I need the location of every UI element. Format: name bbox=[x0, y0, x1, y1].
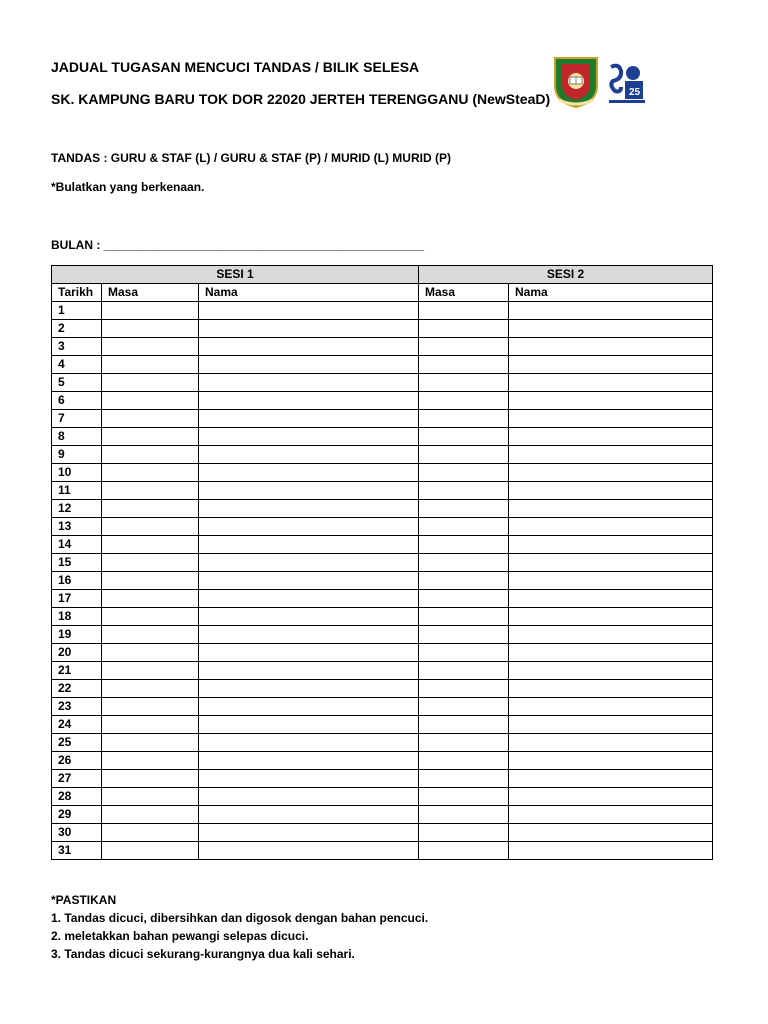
masa-sesi2-cell[interactable] bbox=[419, 842, 509, 860]
nama-sesi1-cell[interactable] bbox=[199, 536, 419, 554]
masa-sesi1-cell[interactable] bbox=[102, 752, 199, 770]
nama-sesi1-cell[interactable] bbox=[199, 734, 419, 752]
nama-sesi1-cell[interactable] bbox=[199, 680, 419, 698]
date-cell: 17 bbox=[52, 590, 102, 608]
table-row bbox=[52, 536, 713, 554]
date-cell: 28 bbox=[52, 788, 102, 806]
masa-sesi1-cell[interactable] bbox=[102, 518, 199, 536]
masa-sesi2-cell[interactable] bbox=[419, 338, 509, 356]
table-row bbox=[52, 788, 713, 806]
date-cell: 31 bbox=[52, 842, 102, 860]
table-row bbox=[52, 662, 713, 680]
table-row bbox=[52, 320, 713, 338]
nama-sesi2-cell[interactable] bbox=[509, 518, 713, 536]
masa-sesi1-cell[interactable] bbox=[102, 644, 199, 662]
masa-sesi1-cell[interactable] bbox=[102, 734, 199, 752]
masa-sesi1-cell[interactable] bbox=[102, 662, 199, 680]
nama-sesi2-cell[interactable] bbox=[509, 464, 713, 482]
table-row bbox=[52, 752, 713, 770]
nama-sesi2-cell[interactable] bbox=[509, 590, 713, 608]
masa-sesi2-cell[interactable] bbox=[419, 374, 509, 392]
masa-sesi2-cell[interactable] bbox=[419, 590, 509, 608]
nama-sesi1-cell[interactable] bbox=[199, 842, 419, 860]
table-row bbox=[52, 446, 713, 464]
logos bbox=[553, 56, 653, 110]
masa-sesi1-cell[interactable] bbox=[102, 680, 199, 698]
masa-sesi1-cell[interactable] bbox=[102, 410, 199, 428]
tandas-category-line: TANDAS : GURU & STAF (L) / GURU & STAF (P) / MURID (L) MURID (P) bbox=[51, 151, 451, 165]
col-tarikh: Tarikh bbox=[52, 284, 102, 302]
masa-sesi1-cell[interactable] bbox=[102, 608, 199, 626]
date-cell: 8 bbox=[52, 428, 102, 446]
table-row bbox=[52, 590, 713, 608]
date-cell: 1 bbox=[52, 302, 102, 320]
nama-sesi1-cell[interactable] bbox=[199, 374, 419, 392]
date-cell: 12 bbox=[52, 500, 102, 518]
masa-sesi1-cell[interactable] bbox=[102, 536, 199, 554]
table-row bbox=[52, 410, 713, 428]
masa-sesi2-cell[interactable] bbox=[419, 824, 509, 842]
masa-sesi1-cell[interactable] bbox=[102, 770, 199, 788]
nama-sesi2-cell[interactable] bbox=[509, 608, 713, 626]
masa-sesi2-cell[interactable] bbox=[419, 536, 509, 554]
date-cell: 13 bbox=[52, 518, 102, 536]
masa-sesi1-cell[interactable] bbox=[102, 842, 199, 860]
note-item-3: 3. Tandas dicuci sekurang-kurangnya dua kali sehari. bbox=[51, 947, 355, 961]
masa-sesi2-cell[interactable] bbox=[419, 626, 509, 644]
nama-sesi1-cell[interactable] bbox=[199, 356, 419, 374]
date-cell: 21 bbox=[52, 662, 102, 680]
date-cell: 23 bbox=[52, 698, 102, 716]
date-cell: 10 bbox=[52, 464, 102, 482]
table-row bbox=[52, 428, 713, 446]
masa-sesi2-cell[interactable] bbox=[419, 680, 509, 698]
masa-sesi2-cell[interactable] bbox=[419, 356, 509, 374]
date-cell: 18 bbox=[52, 608, 102, 626]
masa-sesi1-cell[interactable] bbox=[102, 698, 199, 716]
nama-sesi1-cell[interactable] bbox=[199, 428, 419, 446]
school-crest-logo bbox=[553, 56, 599, 108]
table-row bbox=[52, 518, 713, 536]
sesi-1-label: SESI 1 bbox=[216, 267, 254, 281]
date-cell: 4 bbox=[52, 356, 102, 374]
date-cell: 29 bbox=[52, 806, 102, 824]
masa-sesi2-cell[interactable] bbox=[419, 464, 509, 482]
masa-sesi2-cell[interactable] bbox=[419, 572, 509, 590]
masa-sesi1-cell[interactable] bbox=[102, 824, 199, 842]
school-name: SK. KAMPUNG BARU TOK DOR 22020 JERTEH TERENGGANU (NewSteaD) bbox=[51, 91, 551, 107]
date-cell: 22 bbox=[52, 680, 102, 698]
date-cell: 30 bbox=[52, 824, 102, 842]
table-row bbox=[52, 680, 713, 698]
nama-sesi2-cell[interactable] bbox=[509, 752, 713, 770]
masa-sesi1-cell[interactable] bbox=[102, 716, 199, 734]
masa-sesi1-cell[interactable] bbox=[102, 806, 199, 824]
masa-sesi2-cell[interactable] bbox=[419, 698, 509, 716]
nama-sesi2-cell[interactable] bbox=[509, 698, 713, 716]
nama-sesi1-cell[interactable] bbox=[199, 716, 419, 734]
column-header-row bbox=[52, 284, 713, 302]
masa-sesi1-cell[interactable] bbox=[102, 788, 199, 806]
notes-heading: *PASTIKAN bbox=[51, 893, 117, 907]
nama-sesi1-cell[interactable] bbox=[199, 554, 419, 572]
note-item-2: 2. meletakkan bahan pewangi selepas dicuci. bbox=[51, 929, 309, 943]
nama-sesi1-cell[interactable] bbox=[199, 392, 419, 410]
masa-sesi2-cell[interactable] bbox=[419, 662, 509, 680]
nama-sesi2-cell[interactable] bbox=[509, 680, 713, 698]
masa-sesi1-cell[interactable] bbox=[102, 374, 199, 392]
table-row bbox=[52, 356, 713, 374]
masa-sesi1-cell[interactable] bbox=[102, 626, 199, 644]
nama-sesi1-cell[interactable] bbox=[199, 572, 419, 590]
date-cell: 2 bbox=[52, 320, 102, 338]
masa-sesi2-cell[interactable] bbox=[419, 788, 509, 806]
table-row bbox=[52, 392, 713, 410]
date-cell: 15 bbox=[52, 554, 102, 572]
sesi-2-label: SESI 2 bbox=[546, 267, 585, 281]
nama-sesi2-cell[interactable] bbox=[509, 626, 713, 644]
date-cell: 27 bbox=[52, 770, 102, 788]
date-cell: 24 bbox=[52, 716, 102, 734]
masa-sesi1-cell[interactable] bbox=[102, 320, 199, 338]
nama-sesi2-cell[interactable] bbox=[509, 392, 713, 410]
nama-sesi2-cell[interactable] bbox=[509, 374, 713, 392]
col-nama-sesi2: Nama bbox=[509, 284, 713, 302]
masa-sesi2-cell[interactable] bbox=[419, 500, 509, 518]
masa-sesi1-cell[interactable] bbox=[102, 590, 199, 608]
nama-sesi1-cell[interactable] bbox=[199, 500, 419, 518]
masa-sesi1-cell[interactable] bbox=[102, 302, 199, 320]
masa-sesi2-cell[interactable] bbox=[419, 518, 509, 536]
table-row bbox=[52, 644, 713, 662]
col-nama-sesi1: Nama bbox=[199, 284, 419, 302]
masa-sesi1-cell[interactable] bbox=[102, 392, 199, 410]
table-row bbox=[52, 554, 713, 572]
masa-sesi1-cell[interactable] bbox=[102, 446, 199, 464]
date-cell: 5 bbox=[52, 374, 102, 392]
nama-sesi2-cell[interactable] bbox=[509, 428, 713, 446]
nama-sesi1-cell[interactable] bbox=[199, 770, 419, 788]
nama-sesi1-cell[interactable] bbox=[199, 320, 419, 338]
masa-sesi1-cell[interactable] bbox=[102, 572, 199, 590]
circle-instruction: *Bulatkan yang berkenaan. bbox=[51, 180, 205, 194]
date-cell: 19 bbox=[52, 626, 102, 644]
nama-sesi1-cell[interactable] bbox=[199, 752, 419, 770]
nama-sesi2-cell[interactable] bbox=[509, 410, 713, 428]
masa-sesi2-cell[interactable] bbox=[419, 320, 509, 338]
notes-section bbox=[51, 891, 428, 963]
nama-sesi1-cell[interactable] bbox=[199, 302, 419, 320]
anniversary-logo bbox=[607, 61, 647, 105]
month-field[interactable]: BULAN : ________________________________________________ bbox=[51, 238, 425, 252]
masa-sesi1-cell[interactable] bbox=[102, 428, 199, 446]
date-cell: 25 bbox=[52, 734, 102, 752]
masa-sesi2-cell[interactable] bbox=[419, 770, 509, 788]
nama-sesi2-cell[interactable] bbox=[509, 824, 713, 842]
nama-sesi2-cell[interactable] bbox=[509, 662, 713, 680]
date-cell: 20 bbox=[52, 644, 102, 662]
nama-sesi2-cell[interactable] bbox=[509, 302, 713, 320]
masa-sesi1-cell[interactable] bbox=[102, 338, 199, 356]
masa-sesi2-cell[interactable] bbox=[419, 410, 509, 428]
table-row bbox=[52, 482, 713, 500]
table-row bbox=[52, 824, 713, 842]
date-cell: 16 bbox=[52, 572, 102, 590]
table-row bbox=[52, 734, 713, 752]
nama-sesi1-cell[interactable] bbox=[199, 482, 419, 500]
masa-sesi2-cell[interactable] bbox=[419, 482, 509, 500]
table-row bbox=[52, 626, 713, 644]
table-row bbox=[52, 500, 713, 518]
logo-number: 25 bbox=[629, 87, 641, 98]
col-masa-sesi1: Masa bbox=[102, 284, 199, 302]
nama-sesi2-cell[interactable] bbox=[509, 320, 713, 338]
table-row bbox=[52, 608, 713, 626]
nama-sesi2-cell[interactable] bbox=[509, 446, 713, 464]
masa-sesi2-cell[interactable] bbox=[419, 428, 509, 446]
nama-sesi2-cell[interactable] bbox=[509, 500, 713, 518]
sesi-2-header bbox=[419, 266, 713, 284]
masa-sesi1-cell[interactable] bbox=[102, 356, 199, 374]
date-cell: 7 bbox=[52, 410, 102, 428]
nama-sesi2-cell[interactable] bbox=[509, 770, 713, 788]
nama-sesi2-cell[interactable] bbox=[509, 806, 713, 824]
nama-sesi2-cell[interactable] bbox=[509, 482, 713, 500]
masa-sesi2-cell[interactable] bbox=[419, 734, 509, 752]
nama-sesi2-cell[interactable] bbox=[509, 554, 713, 572]
nama-sesi1-cell[interactable] bbox=[199, 590, 419, 608]
nama-sesi2-cell[interactable] bbox=[509, 644, 713, 662]
nama-sesi2-cell[interactable] bbox=[509, 536, 713, 554]
nama-sesi2-cell[interactable] bbox=[509, 788, 713, 806]
masa-sesi2-cell[interactable] bbox=[419, 446, 509, 464]
masa-sesi2-cell[interactable] bbox=[419, 644, 509, 662]
nama-sesi1-cell[interactable] bbox=[199, 698, 419, 716]
masa-sesi1-cell[interactable] bbox=[102, 554, 199, 572]
nama-sesi2-cell[interactable] bbox=[509, 734, 713, 752]
sesi-1-header bbox=[52, 266, 419, 284]
col-masa-sesi2: Masa bbox=[419, 284, 509, 302]
date-cell: 3 bbox=[52, 338, 102, 356]
nama-sesi1-cell[interactable] bbox=[199, 644, 419, 662]
masa-sesi2-cell[interactable] bbox=[419, 554, 509, 572]
nama-sesi2-cell[interactable] bbox=[509, 356, 713, 374]
schedule-table bbox=[51, 265, 713, 860]
date-cell: 9 bbox=[52, 446, 102, 464]
table-row bbox=[52, 572, 713, 590]
date-cell: 11 bbox=[52, 482, 102, 500]
masa-sesi2-cell[interactable] bbox=[419, 806, 509, 824]
table-row bbox=[52, 806, 713, 824]
nama-sesi1-cell[interactable] bbox=[199, 446, 419, 464]
document-title: JADUAL TUGASAN MENCUCI TANDAS / BILIK SELESA bbox=[51, 59, 420, 75]
table-row bbox=[52, 374, 713, 392]
nama-sesi2-cell[interactable] bbox=[509, 716, 713, 734]
session-header-row bbox=[52, 266, 713, 284]
nama-sesi1-cell[interactable] bbox=[199, 806, 419, 824]
masa-sesi2-cell[interactable] bbox=[419, 716, 509, 734]
nama-sesi2-cell[interactable] bbox=[509, 338, 713, 356]
nama-sesi1-cell[interactable] bbox=[199, 788, 419, 806]
masa-sesi2-cell[interactable] bbox=[419, 608, 509, 626]
table-row bbox=[52, 842, 713, 860]
date-cell: 6 bbox=[52, 392, 102, 410]
table-row bbox=[52, 698, 713, 716]
table-row bbox=[52, 770, 713, 788]
nama-sesi1-cell[interactable] bbox=[199, 662, 419, 680]
masa-sesi1-cell[interactable] bbox=[102, 500, 199, 518]
nama-sesi1-cell[interactable] bbox=[199, 518, 419, 536]
masa-sesi1-cell[interactable] bbox=[102, 482, 199, 500]
table-row bbox=[52, 716, 713, 734]
nama-sesi1-cell[interactable] bbox=[199, 338, 419, 356]
nama-sesi1-cell[interactable] bbox=[199, 464, 419, 482]
date-cell: 14 bbox=[52, 536, 102, 554]
masa-sesi1-cell[interactable] bbox=[102, 464, 199, 482]
nama-sesi2-cell[interactable] bbox=[509, 842, 713, 860]
table-row bbox=[52, 302, 713, 320]
masa-sesi2-cell[interactable] bbox=[419, 392, 509, 410]
nama-sesi1-cell[interactable] bbox=[199, 410, 419, 428]
nama-sesi2-cell[interactable] bbox=[509, 572, 713, 590]
masa-sesi2-cell[interactable] bbox=[419, 302, 509, 320]
nama-sesi1-cell[interactable] bbox=[199, 626, 419, 644]
nama-sesi1-cell[interactable] bbox=[199, 608, 419, 626]
note-item-1: 1. Tandas dicuci, dibersihkan dan digosok dengan bahan pencuci. bbox=[51, 911, 429, 925]
nama-sesi1-cell[interactable] bbox=[199, 824, 419, 842]
table-row bbox=[52, 464, 713, 482]
masa-sesi2-cell[interactable] bbox=[419, 752, 509, 770]
date-cell: 26 bbox=[52, 752, 102, 770]
table-row bbox=[52, 338, 713, 356]
